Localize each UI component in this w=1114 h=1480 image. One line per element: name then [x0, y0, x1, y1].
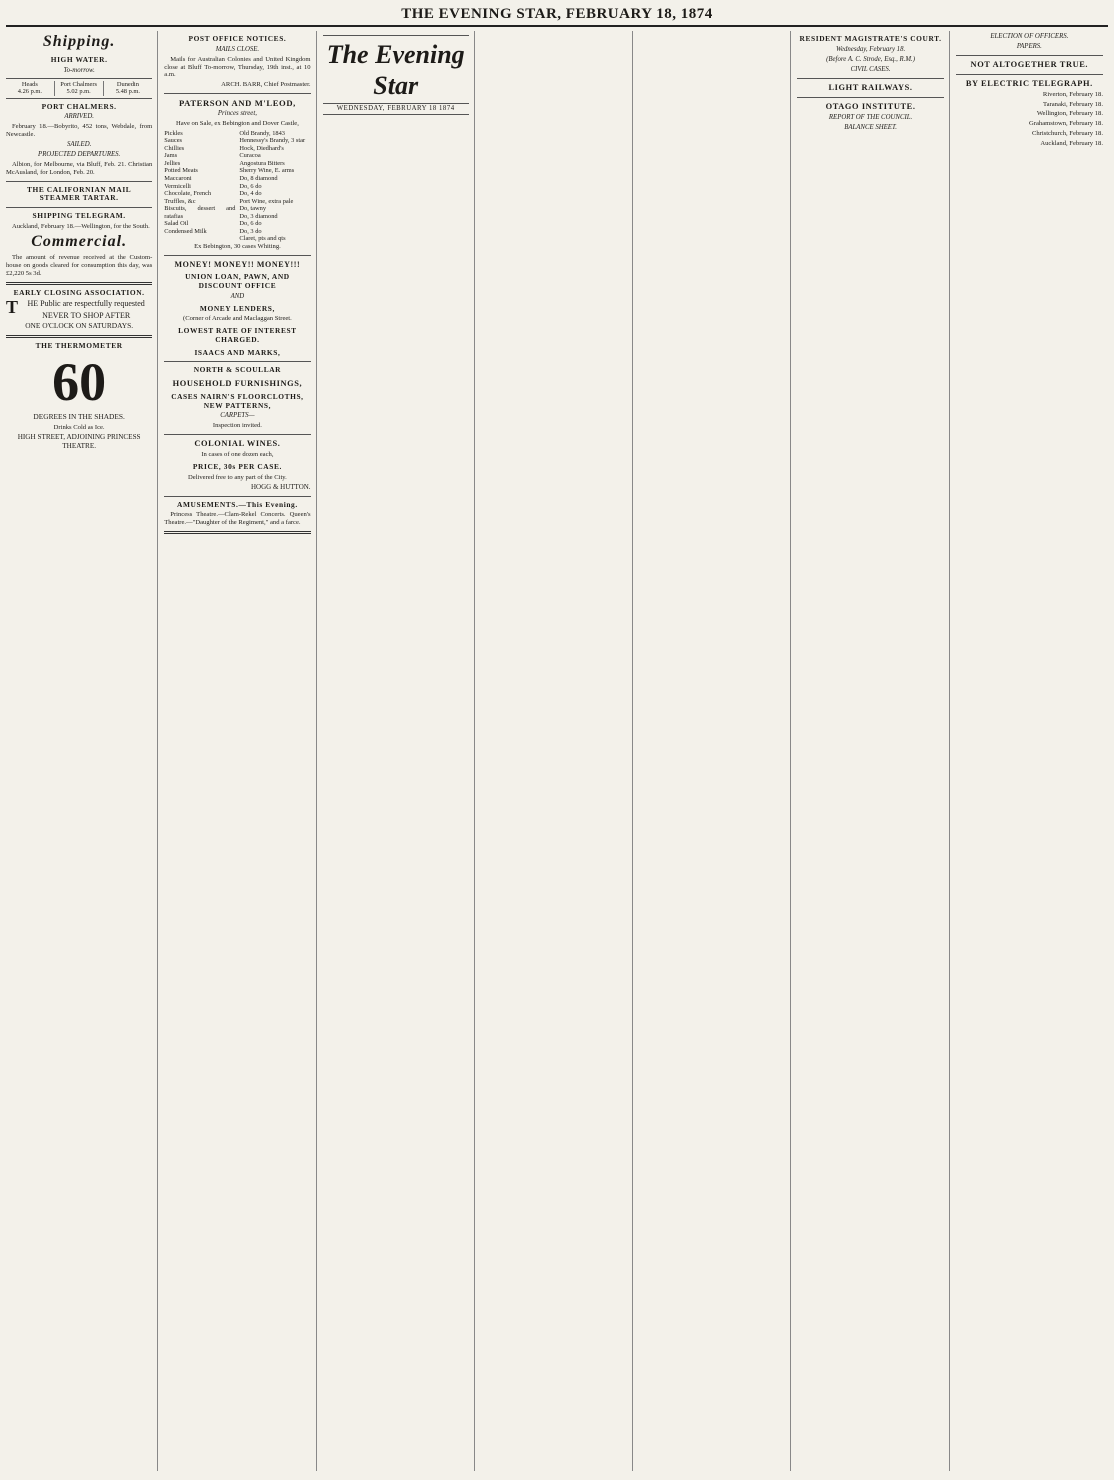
- resident-magistrate-heading: RESIDENT MAGISTRATE'S COURT.: [799, 34, 942, 43]
- amusements-text: Princess Theatre.—Clam-Rekel Concerts. Queen's Theatre.—"Daughter of the Regiment," and a farce.: [164, 511, 311, 527]
- price-heading: PRICE, 30s PER CASE.: [192, 461, 282, 471]
- drinks-line: Drinks Cold as Ice.: [53, 423, 105, 431]
- rm-date: Wednesday, February 18.: [835, 45, 906, 53]
- goods-item: Angostura Bitters: [239, 159, 285, 167]
- carpets-heading: CARPETS—: [220, 412, 255, 420]
- goods-item: Jams: [164, 152, 178, 160]
- column-5: [639, 31, 791, 1471]
- column-1: [6, 31, 158, 1471]
- goods-item: Jellies: [164, 159, 181, 167]
- papers-heading: PAPERS.: [1016, 43, 1042, 51]
- goods-item: Sauces: [164, 137, 183, 145]
- civil-cases-heading: CIVIL CASES.: [850, 65, 891, 73]
- columns: [6, 31, 1108, 1471]
- delivered-line: Delivered free to any part of the City.: [188, 473, 287, 481]
- goods-item: Old Brandy, 1843: [239, 129, 285, 137]
- paper-title: The Evening Star: [326, 40, 465, 100]
- dateline-place: Christchurch, February 18.: [1031, 129, 1103, 137]
- column-4: [481, 31, 633, 1471]
- tide-table: [6, 78, 152, 99]
- isaacs-heading: ISAACS AND MARKS,: [194, 347, 281, 357]
- goods-item: Condensed Milk: [164, 227, 207, 235]
- high-water-heading: HIGH WATER.: [50, 54, 108, 64]
- telegram-text: Auckland, February 18.—Wellington, for the South.: [12, 222, 150, 230]
- goods-item: Hock, Diedhard's: [239, 144, 284, 152]
- princes-street: Princes street,: [217, 109, 257, 117]
- column-3: [323, 31, 475, 1471]
- commercial-title: Commercial.: [31, 232, 128, 250]
- dateline: WEDNESDAY, FEBRUARY 18 1874: [323, 103, 469, 115]
- goods-item: Salad Oil: [164, 220, 189, 228]
- post-office-heading: POST OFFICE NOTICES.: [188, 34, 287, 43]
- tide-cell: Dunedin 5.48 p.m.: [115, 80, 140, 96]
- divider: [164, 434, 310, 435]
- goods-right: [239, 130, 310, 243]
- divider: [164, 361, 310, 362]
- public-notice: THE Public are respectfully requested: [6, 297, 145, 318]
- goods-item: Do, 3 do: [239, 227, 262, 235]
- goods-item: Sherry Wine, E. arms: [239, 167, 295, 175]
- column-6: [797, 31, 949, 1471]
- divider: [956, 55, 1103, 56]
- dateline-place: Riverton, February 18.: [1042, 90, 1103, 98]
- paterson-heading: PATERSON AND M'LEOD,: [178, 97, 296, 108]
- one-oclock: ONE O'CLOCK ON SATURDAYS.: [25, 321, 134, 331]
- column-2: [164, 31, 316, 1471]
- sailed-heading: SAILED.: [66, 141, 92, 148]
- divider: [6, 282, 152, 285]
- goods-item: Do, 4 do: [239, 190, 262, 198]
- goods-item: Do, 3 diamond: [239, 212, 278, 220]
- election-heading: ELECTION OF OFFICERS.: [990, 33, 1069, 40]
- divider: [6, 181, 152, 182]
- goods-item: Claret, pts and qts: [239, 235, 286, 243]
- goods-item: Curacoa: [239, 152, 261, 160]
- household-heading: HOUSEHOLD FURNISHINGS,: [172, 379, 303, 389]
- goods-item: Port Wine, extra pale: [239, 197, 294, 205]
- high-street-line: HIGH STREET, ADJOINING PRINCESS THEATRE.: [17, 433, 141, 450]
- cases-nairn-heading: CASES NAIRN'S FLOORCLOTHS, NEW PATTERNS,: [171, 391, 304, 410]
- goods-item: Pickles: [164, 129, 183, 137]
- divider: [164, 255, 310, 256]
- money-heading: MONEY! MONEY!! MONEY!!!: [174, 259, 301, 269]
- divider: [323, 35, 469, 36]
- mail-steamer-heading: THE CALIFORNIAN MAIL STEAMER TARTAR.: [26, 184, 132, 203]
- goods-item: Truffles, &c: [164, 197, 196, 205]
- thermometer-heading: THE THERMOMETER: [35, 341, 123, 351]
- otago-institute-heading: OTAGO INSTITUTE.: [825, 101, 916, 111]
- goods-item: Do, tawny: [239, 205, 267, 213]
- hogg-signature: HOGG & HUTTON.: [251, 483, 311, 492]
- goods-item: Do, 6 do: [239, 182, 262, 190]
- arrived-text: February 18.—Bobyrito, 452 tons, Webdale, from Newcastle.: [6, 123, 153, 139]
- have-on-sale: Have on Sale, ex Bebington and Dover Castle,: [175, 119, 299, 127]
- goods-item: Vermicelli: [164, 182, 191, 190]
- mails-text: Mails for Australian Colonies and United Kingdom close at Bluff To-morrow, Thursday, 19th inst., at 10 a.m.: [164, 55, 311, 79]
- shipping-telegram-heading: SHIPPING TELEGRAM.: [32, 211, 126, 221]
- degrees-line: DEGREES IN THE SHADES.: [33, 411, 125, 421]
- divider: [164, 93, 310, 94]
- arrived-heading: ARRIVED.: [64, 113, 94, 121]
- commercial-text: The amount of revenue received at the Custom-house on goods cleared for consumption this day, was £2,220 5s 3d.: [6, 254, 153, 277]
- goods-item: Potted Meats: [164, 167, 198, 175]
- tide-cell: Heads 4.26 p.m.: [6, 81, 55, 96]
- goods-left: [164, 130, 235, 243]
- rm-before: (Before A. C. Strode, Esq., R.M.): [826, 55, 915, 63]
- report-council-heading: REPORT OF THE COUNCIL.: [828, 113, 913, 121]
- ex-bebington: Ex Bebington, 30 cases Whiting.: [194, 242, 281, 250]
- goods-item: Chocolate, French: [164, 190, 212, 198]
- goods-item: Do, 8 diamond: [239, 175, 278, 183]
- dateline-place: Wellington, February 18.: [1036, 110, 1103, 118]
- shipping-title: Shipping.: [42, 33, 116, 50]
- lowest-rate-heading: LOWEST RATE OF INTEREST CHARGED.: [178, 326, 297, 344]
- and-line: AND: [230, 292, 245, 300]
- divider: [6, 335, 152, 338]
- tide-cell: Port Chalmers 5.02 p.m.: [55, 81, 104, 96]
- divider: [956, 74, 1103, 75]
- goods-item: Do, 6 do: [239, 220, 262, 228]
- goods-item: Maccaroni: [164, 175, 192, 183]
- temperature-value: 60: [52, 351, 107, 412]
- electric-telegraph-heading: BY ELECTRIC TELEGRAPH.: [965, 78, 1093, 88]
- dateline-place: Auckland, February 18.: [1040, 139, 1103, 147]
- divider: [797, 97, 943, 98]
- postmaster-signature: ARCH. BARR, Chief Postmaster.: [221, 81, 311, 89]
- goods-list: [164, 130, 310, 243]
- port-chalmers-heading: PORT CHALMERS.: [41, 101, 117, 111]
- divider: [164, 496, 310, 497]
- north-scoullar-heading: NORTH & SCOULLAR: [193, 365, 282, 375]
- dateline-place: Taranaki, February 18.: [1043, 100, 1103, 108]
- corner-line: (Corner of Arcade and Maclaggan Street.: [183, 315, 292, 323]
- not-true-heading: NOT ALTOGETHER TRUE.: [970, 60, 1089, 70]
- amusements-heading: AMUSEMENTS.—This Evening.: [177, 499, 298, 509]
- high-water-sub: To-morrow.: [63, 66, 95, 74]
- money-lenders-heading: MONEY LENDERS,: [199, 303, 275, 313]
- projected-text: Albion, for Melbourne, via Bluff, Feb. 21. Christian McAusland, for London, Feb. 20.: [6, 161, 153, 176]
- early-closing-heading: EARLY CLOSING ASSOCIATION.: [13, 287, 145, 297]
- goods-item: Chillies: [164, 144, 185, 152]
- divider: [797, 78, 943, 79]
- projected-heading: PROJECTED DEPARTURES.: [38, 151, 121, 159]
- dateline-place: Grahamstown, February 18.: [1029, 120, 1103, 128]
- goods-item: Hennessy's Brandy, 3 star: [239, 137, 306, 145]
- mails-close-heading: MAILS CLOSE.: [215, 45, 260, 53]
- divider: [6, 207, 152, 208]
- in-cases-line: In cases of one dozen each,: [201, 451, 274, 459]
- column-7: [956, 31, 1108, 1471]
- inspection-line: Inspection invited.: [212, 422, 262, 430]
- light-railways-heading: LIGHT RAILWAYS.: [828, 82, 913, 92]
- divider: [164, 531, 310, 534]
- union-loan-heading: UNION LOAN, PAWN, AND DISCOUNT OFFICE: [185, 272, 290, 290]
- balance-sheet-heading: BALANCE SHEET.: [844, 123, 897, 131]
- masthead: THE EVENING STAR, FEBRUARY 18, 1874: [6, 6, 1108, 27]
- colonial-wines-heading: COLONIAL WINES.: [194, 439, 281, 449]
- never-shop: NEVER TO SHOP AFTER: [42, 310, 131, 320]
- goods-item: Biscuits, dessert and ratafias: [164, 205, 236, 220]
